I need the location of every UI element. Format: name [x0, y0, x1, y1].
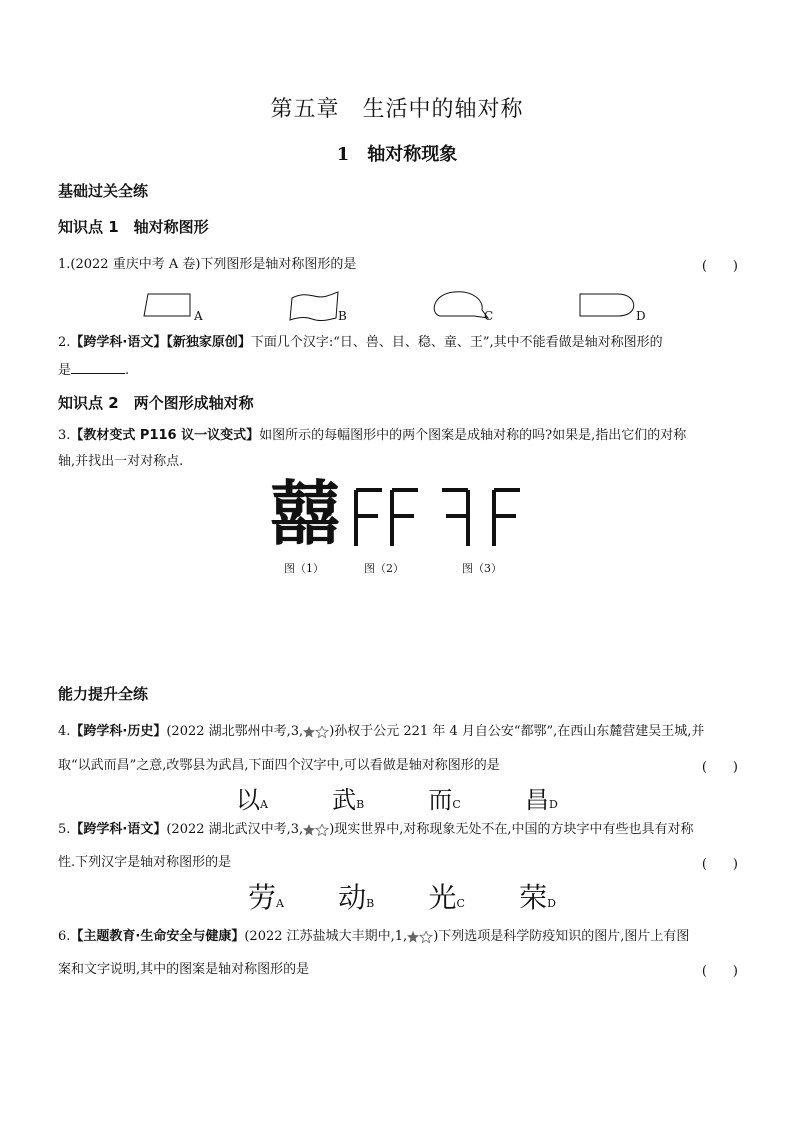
question-1-option-b: B: [338, 309, 347, 323]
question-6-tag: 【主题教育·生命安全与健康】: [70, 929, 245, 944]
question-4-char-a: 以: [236, 786, 260, 814]
figure-1-double-happiness: 囍: [270, 473, 340, 555]
question-2-tag-2: 【新独家原创】: [166, 335, 251, 350]
question-5-line-2: 性.下列汉字是轴对称图形的是: [58, 855, 232, 870]
question-4-char-c: 而: [428, 786, 453, 814]
question-5-line-1: 5.【跨学科·语文】(2022 湖北武汉中考,3, )现实世界中,对称现象无处不在,中国的方块字中有些也具有对称: [58, 822, 694, 837]
question-5-tag: 【跨学科·语文】: [70, 822, 167, 837]
question-5-char-c: 光: [428, 881, 457, 914]
question-5-char-d: 荣: [519, 881, 548, 914]
question-3-line-2: 轴,并找出一对对称点.: [58, 454, 184, 469]
question-4-char-b: 武: [332, 786, 357, 814]
question-4-char-d: 昌: [525, 786, 550, 814]
chapter-title: 第五章 生活中的轴对称: [270, 97, 524, 122]
question-6-line-2: 案和文字说明,其中的图案是轴对称图形的是: [58, 962, 310, 977]
question-1-answer-paren: ( ): [701, 259, 738, 274]
option-d-shape: [580, 294, 634, 316]
question-2-tag-1: 【跨学科·语文】: [70, 335, 167, 350]
figure-2-shapes: [356, 490, 418, 546]
question-4-line-1: 4.【跨学科·历史】(2022 湖北鄂州中考,3, )孙权于公元 221 年 4 月自公安“都鄂”,在西山东麓营建吴王城,并: [58, 724, 705, 739]
question-5-char-b: 动: [338, 881, 367, 914]
difficulty-star-icon: [407, 931, 433, 943]
answer-blank[interactable]: [71, 360, 125, 374]
knowledge-point-2: 知识点 2 两个图形成轴对称: [58, 394, 254, 412]
option-b-shape: [290, 292, 338, 321]
question-6-answer-paren: ( ): [701, 964, 738, 979]
figure-2-and-3: [350, 486, 530, 548]
knowledge-point-1: 知识点 1 轴对称图形: [58, 218, 209, 236]
question-5-answer-paren: ( ): [701, 857, 738, 872]
section-title: 1 轴对称现象: [336, 144, 458, 165]
figure-3-shapes: [442, 490, 520, 546]
difficulty-star-icon: [303, 726, 329, 738]
question-4-options: 以A 武B 而C 昌D: [236, 786, 558, 814]
section-ability: 能力提升全练: [58, 685, 149, 703]
question-6-line-1: 6.【主题教育·生命安全与健康】(2022 江苏盐城大丰期中,1, )下列选项是科学防疫知识的图片,图片上有图: [58, 929, 690, 944]
section-basic: 基础过关全练: [58, 182, 149, 200]
option-a-shape: [144, 294, 190, 316]
question-3-tag: 【教材变式 P116 议一议变式】: [70, 428, 260, 443]
question-4-answer-paren: ( ): [701, 760, 738, 775]
question-4-line-2: 取“以武而昌”之意,改鄂县为武昌,下面四个汉字中,可以看做是轴对称图形的是: [58, 758, 500, 773]
question-2-line-1: 2.【跨学科·语文】【新独家原创】下面几个汉字:“日、兽、目、稳、童、王”,其中不能看做是轴对称图形的: [58, 335, 663, 350]
question-3-line-1: 3.【教材变式 P116 议一议变式】如图所示的每幅图形中的两个图案是成轴对称的吗?如果是,指出它们的对称: [58, 428, 687, 443]
question-4-tag: 【跨学科·历史】: [70, 724, 167, 739]
question-1-figures: [140, 288, 660, 324]
question-1-option-a: A: [194, 309, 203, 323]
question-1-text: 1.(2022 重庆中考 A 卷)下列图形是轴对称图形的是: [58, 257, 357, 272]
question-1-option-c: C: [484, 309, 494, 323]
figure-1-label: 图（1）: [284, 562, 324, 575]
option-c-shape: [434, 292, 488, 318]
difficulty-star-icon: [303, 824, 329, 836]
question-1-option-d: D: [636, 309, 646, 323]
question-2-line-2: 是 .: [58, 360, 129, 381]
question-5-char-a: 劳: [248, 881, 277, 914]
figure-3-label: 图（3）: [462, 562, 502, 575]
question-5-options: 劳A 动B 光C 荣D: [248, 881, 556, 914]
figure-2-label: 图（2）: [364, 562, 404, 575]
